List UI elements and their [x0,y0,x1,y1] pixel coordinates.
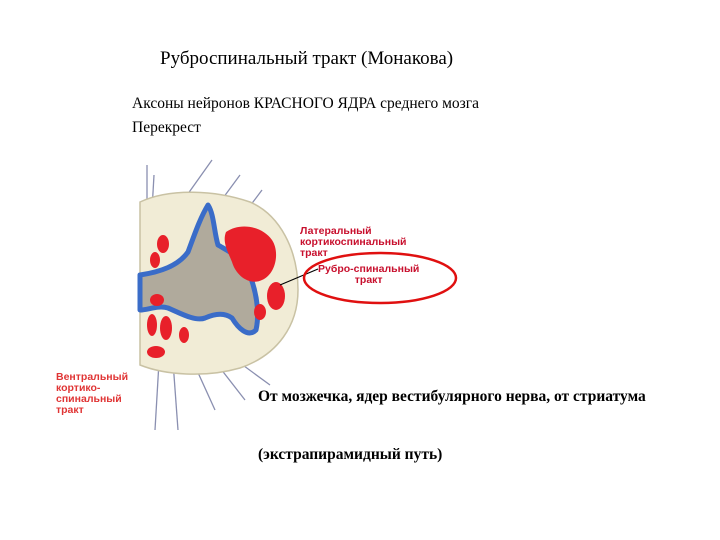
slide-title: Руброспинальный тракт (Монакова) [160,48,454,69]
tract-patch [157,235,169,253]
pathway-note: (экстрапирамидный путь) [258,446,443,463]
label-line: тракт [56,404,84,416]
label-line: Рубро-спинальный [318,263,420,275]
label-line: тракт [354,274,383,286]
tract-patch [150,294,164,306]
label-line: кортикоспинальный [300,236,407,248]
label-line: спинальный [56,393,122,405]
tract-patch [150,252,160,268]
label-line: Латеральный [300,225,372,237]
label-line: Вентральный [56,371,129,383]
ventral-corticospinal-region [147,314,157,336]
ventral-corticospinal-label [56,372,128,416]
rubrospinal-region [267,282,285,310]
label-line: кортико- [56,382,101,394]
rubrospinal-region-small [254,304,266,320]
subtitle-line-1: Аксоны нейронов КРАСНОГО ЯДРА среднего мозга [132,95,480,112]
tract-patch [160,316,172,340]
rubrospinal-label [318,264,419,286]
source-note: От мозжечка, ядер вестибулярного нерва, от стриатума [258,388,646,405]
label-line: тракт [300,247,328,259]
tract-patch [147,346,165,358]
tract-patch [179,327,189,343]
subtitle-line-2: Перекрест [132,119,201,136]
lateral-corticospinal-label [300,226,407,259]
